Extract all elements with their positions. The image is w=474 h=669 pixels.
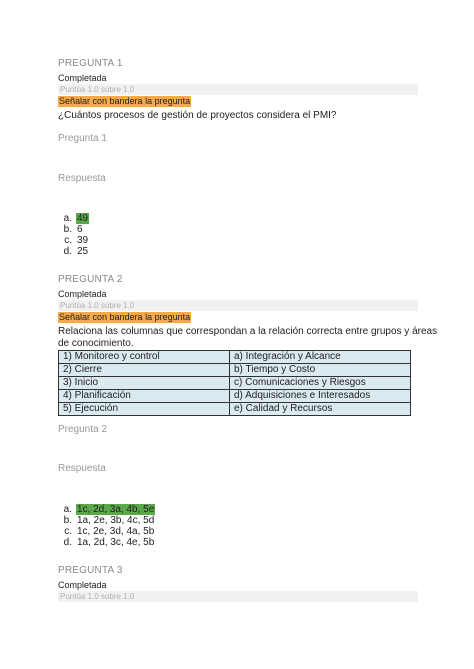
answer-option[interactable]: [44, 235, 89, 246]
option-letter: d.: [63, 537, 72, 548]
table-cell-group: 1) Monitoreo y control: [59, 351, 230, 364]
table-cell-area: a) Integración y Alcance: [230, 351, 411, 364]
question-2-text-line-1: Relaciona las columnas que correspondan a la relación correcta entre grupos y áreas: [58, 326, 438, 337]
table-cell-group: 2) Cierre: [59, 364, 230, 377]
question-2-score: Puntúa 1.0 sobre 1.0: [58, 300, 418, 311]
table-row: [59, 390, 411, 403]
option-text: 25: [77, 246, 89, 257]
option-text: 39: [77, 235, 89, 246]
option-letter: d.: [63, 246, 72, 257]
table-cell-group: 4) Planificación: [59, 390, 230, 403]
question-1-answer-label: Respuesta: [58, 173, 106, 184]
question-2-options: [44, 504, 155, 548]
question-1-flag-link[interactable]: Señalar con bandera la pregunta: [59, 96, 191, 106]
question-1-status: Completada: [58, 73, 107, 83]
matching-table: [58, 350, 411, 416]
question-3-heading: PREGUNTA 3: [58, 565, 123, 576]
table-cell-area: b) Tiempo y Costo: [230, 364, 411, 377]
table-row: [59, 364, 411, 377]
question-1-text: ¿Cuántos procesos de gestión de proyectos considera el PMI?: [58, 110, 337, 121]
question-2-answer-label: Respuesta: [58, 463, 106, 474]
question-1-options: [44, 213, 89, 257]
table-row: [59, 403, 411, 416]
answer-option[interactable]: [44, 515, 155, 526]
option-letter: a.: [63, 504, 72, 515]
question-3-status: Completada: [58, 580, 107, 590]
question-1-heading: PREGUNTA 1: [58, 58, 123, 69]
question-1-score: Puntúa 1.0 sobre 1.0: [58, 84, 418, 95]
table-cell-group: 5) Ejecución: [59, 403, 230, 416]
table-cell-group: 3) Inicio: [59, 377, 230, 390]
table-cell-area: d) Adquisiciones e Interesados: [230, 390, 411, 403]
answer-option[interactable]: [44, 246, 89, 257]
table-cell-area: c) Comunicaciones y Riesgos: [230, 377, 411, 390]
question-2-text-line-2: de conocimiento.: [58, 338, 134, 349]
answer-option[interactable]: [44, 526, 155, 537]
table-row: [59, 377, 411, 390]
option-letter: c.: [64, 526, 72, 537]
option-letter: a.: [63, 213, 72, 224]
question-2-status: Completada: [58, 289, 107, 299]
answer-option[interactable]: [44, 213, 89, 224]
question-3-score: Puntúa 1.0 sobre 1.0: [58, 591, 418, 602]
question-2-flag-link[interactable]: Señalar con bandera la pregunta: [59, 312, 191, 322]
question-1-sublabel: Pregunta 1: [58, 133, 107, 144]
answer-option[interactable]: [44, 224, 89, 235]
option-text-correct: 1c, 2d, 3a, 4b, 5e: [77, 504, 155, 515]
table-row: [59, 351, 411, 364]
question-2-heading: PREGUNTA 2: [58, 274, 123, 285]
answer-option[interactable]: [44, 504, 155, 515]
option-text: 1a, 2d, 3c, 4e, 5b: [77, 537, 155, 548]
option-letter: c.: [64, 235, 72, 246]
option-letter: b.: [63, 224, 72, 235]
question-2-sublabel: Pregunta 2: [58, 424, 107, 435]
option-text: 6: [77, 224, 83, 235]
option-text: 1c, 2e, 3d, 4a, 5b: [77, 526, 155, 537]
option-text-correct: 49: [77, 213, 89, 224]
answer-option[interactable]: [44, 537, 155, 548]
option-text: 1a, 2e, 3b, 4c, 5d: [77, 515, 155, 526]
option-letter: b.: [63, 515, 72, 526]
table-cell-area: e) Calidad y Recursos: [230, 403, 411, 416]
